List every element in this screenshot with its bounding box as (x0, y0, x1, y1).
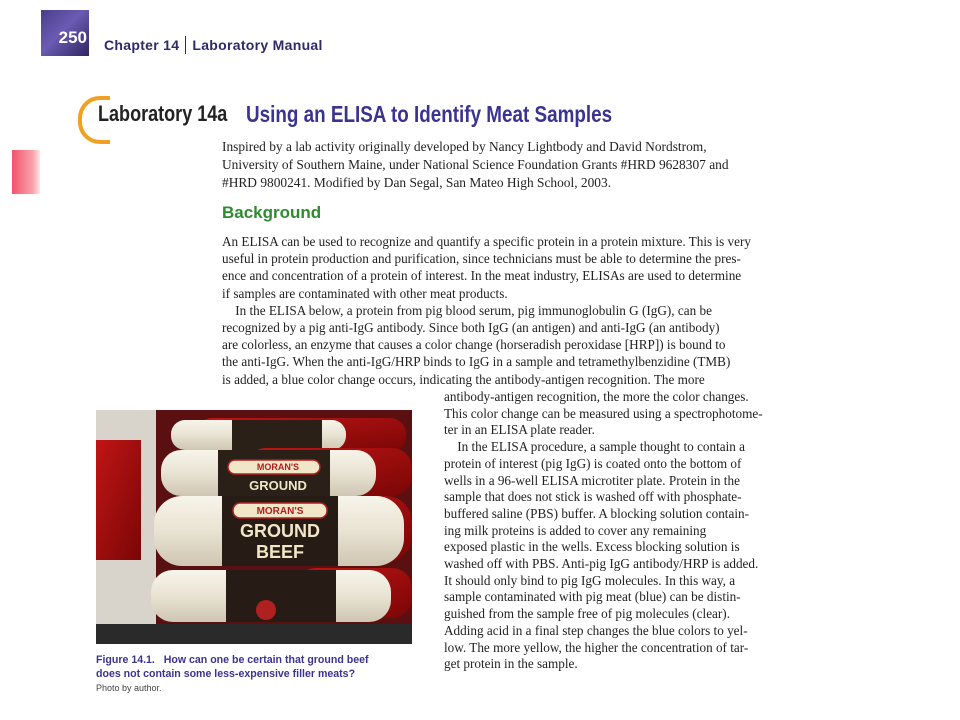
figure-caption (96, 653, 416, 681)
body-text-full-width (222, 233, 817, 388)
photo-brand-label-top: MORAN'S (256, 462, 300, 472)
body-line: if samples are contaminated with other meat products. (222, 285, 508, 301)
body-line: sample contaminated with pig meat (blue) can be distin- (444, 589, 741, 605)
body-line: the anti-IgG. When the anti-IgG/HRP binds to IgG in a sample and tetramethylbenzidine (TMB) (222, 354, 731, 370)
page-number-badge (41, 10, 89, 56)
body-line: In the ELISA procedure, a sample thought to contain a (444, 439, 746, 455)
section-label: Laboratory Manual (192, 37, 323, 53)
photo-product-label-line1: GROUND (240, 521, 320, 541)
header-divider (185, 36, 186, 54)
body-line: low. The more yellow, the higher the concentration of tar- (444, 639, 749, 655)
body-line: buffered saline (PBS) buffer. A blocking solution contain- (444, 505, 749, 521)
credit-line: University of Southern Maine, under National Science Foundation Grants #HRD 9628307 and (222, 157, 729, 172)
caption-line: does not contain some less-expensive filler meats? (96, 668, 356, 680)
side-tab-decoration (12, 150, 40, 194)
body-line: An ELISA can be used to recognize and quantify a specific protein in a protein mixture. This is very (222, 234, 751, 249)
body-text-column (444, 389, 834, 673)
body-line: useful in protein production and purification, since technicians must be able to determine the pres- (222, 251, 741, 267)
ground-beef-photo (96, 410, 412, 644)
body-line: protein of interest (pig IgG) is coated onto the bottom of (444, 455, 742, 471)
body-line: ing milk proteins is added to cover any remaining (444, 522, 707, 538)
body-line: are colorless, an enzyme that causes a color change (horseradish peroxidase [HRP]) is bound to (222, 337, 726, 353)
photo-product-label-line2: BEEF (255, 542, 305, 562)
ground-beef-photo-illustration (96, 410, 412, 644)
body-line: ter in an ELISA plate reader. (444, 422, 595, 438)
photo-product-label-top: GROUND (249, 478, 307, 493)
body-line: recognized by a pig anti-IgG antibody. Since both IgG (an antigen) and anti-IgG (an antibody) (222, 320, 720, 336)
photo-credit: Photo by author. (96, 683, 162, 693)
body-line: Adding acid in a final step changes the blue colors to yel- (444, 622, 748, 638)
running-head (104, 36, 323, 54)
credit-line: Inspired by a lab activity originally developed by Nancy Lightbody and David Nordstrom, (222, 139, 707, 154)
body-line: This color change can be measured using a spectrophotome- (444, 405, 763, 421)
body-line: ence and concentration of a protein of interest. In the meat industry, ELISAs are used to determine (222, 268, 742, 284)
body-line: guished from the sample free of pig molecules (clear). (444, 606, 730, 622)
credit-line: #HRD 9800241. Modified by Dan Segal, San Mateo High School, 2003. (222, 175, 612, 190)
body-line: It should only bind to pig IgG molecules. In this way, a (444, 572, 736, 588)
chapter-label: Chapter 14 (104, 37, 180, 53)
background-heading: Background (222, 203, 322, 222)
body-line: In the ELISA below, a protein from pig blood serum, pig immunoglobulin G (IgG), can be (222, 302, 712, 318)
lab-title: Using an ELISA to Identify Meat Samples (246, 101, 613, 127)
body-line: wells in a 96-well ELISA microtiter plate. Protein in the (444, 472, 740, 488)
body-line: exposed plastic in the wells. Excess blocking solution is (444, 539, 740, 555)
body-line: sample that does not stick is washed off with phosphate- (444, 489, 742, 505)
photo-brand-label: MORAN'S (256, 506, 304, 517)
lab-number: Laboratory 14a (98, 101, 228, 126)
page-number: 250 (58, 28, 87, 47)
body-line: antibody-antigen recognition, the more the color changes. (444, 389, 749, 404)
body-line: is added, a blue color change occurs, indicating the antibody-antigen recognition. The more (222, 371, 705, 387)
caption-line: Figure 14.1. How can one be certain that ground beef (96, 654, 369, 666)
body-line: washed off with PBS. Anti-pig IgG antibody/HRP is added. (444, 556, 759, 572)
body-line: get protein in the sample. (444, 656, 578, 672)
credit-block (222, 138, 812, 192)
